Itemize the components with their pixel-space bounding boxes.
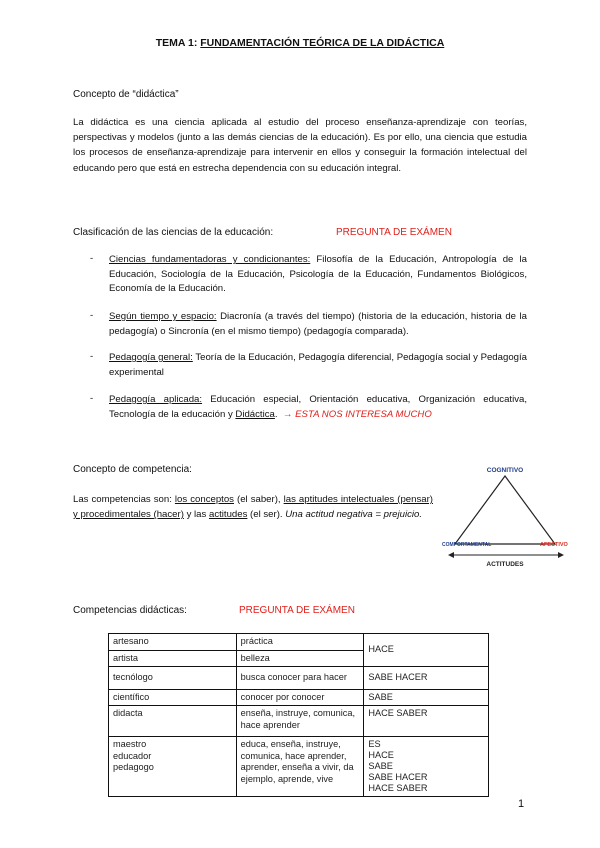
competencias-table (108, 633, 489, 797)
bullet-dash: - (90, 351, 94, 362)
item-term: Según tiempo y espacio: (109, 311, 217, 322)
list-item-pedagogia-general (109, 351, 527, 380)
page-title (0, 37, 600, 49)
table-cell: científico (109, 689, 237, 706)
competencia-actitudes: actitudes (208, 509, 248, 520)
item-text: Teoría de la Educación, Pedagogía diferencial, Pedagogía social y Pedagogía experimental (109, 352, 527, 378)
section-heading-clasificacion: Clasificación de las ciencias de la educación: (73, 227, 274, 238)
item-didactica: Didáctica (235, 408, 275, 420)
table-row (109, 737, 489, 797)
cell-line: ES (368, 739, 381, 749)
bullet-dash: - (90, 393, 94, 404)
cell-line: SABE (368, 761, 393, 771)
bullet-dash: - (90, 310, 94, 321)
list-item-fundamentadoras (109, 253, 527, 297)
item-text: Filosofía de la Educación, Antropología de la Educación, Sociología de la Educación, Psicología de la Educación, Fundamentos Biológicos, Economía de la Educación. (109, 254, 527, 295)
competencia-text: y las (183, 509, 209, 520)
list-item-tiempo-espacio (109, 310, 527, 339)
cell-line: pedagogo (113, 762, 154, 772)
cell-line: SABE HACER (368, 772, 428, 782)
paragraph-didactica: La didáctica es una ciencia aplicada al estudio del proceso enseñanza-aprendizaje con teorías, perspectivas y modelos (junto a las demás ciencias de la educación). Es por ello, una ciencia que estudia los procesos de enseñanza-aprendizaje para intervenir en ellos y conseguir la formación intelectual del educando pero que está en estrecha dependencia con su educación integral. (73, 117, 527, 174)
item-term: Pedagogía general: (109, 352, 193, 363)
exam-question-tag: PREGUNTA DE EXÁMEN (239, 605, 355, 616)
item-after: . (274, 408, 278, 420)
label-actitudes: ACTITUDES (486, 561, 524, 568)
attitudes-triangle-diagram (440, 462, 570, 574)
table-cell (109, 737, 237, 797)
table-cell: SABE (364, 689, 489, 706)
cell-line: maestro (113, 739, 147, 749)
table-row (109, 634, 489, 651)
item-text: Educación especial, Orientación educativa, Organización educativa, Tecnología de la educación y (109, 394, 528, 420)
label-cognitivo: COGNITIVO (486, 467, 524, 474)
label-comportamental: COMPORTAMENTAL (442, 542, 492, 548)
table-cell: SABE HACER (364, 667, 489, 690)
list-item-pedagogia-aplicada (109, 393, 527, 422)
competencias-intro: Las competencias son: (73, 494, 175, 505)
competencia-text: (el ser). (247, 509, 286, 520)
table-cell: tecnólogo (109, 667, 237, 690)
item-term: Ciencias fundamentadoras y condicionantes: (109, 254, 311, 265)
table-cell: artesano (109, 634, 237, 651)
paragraph-competencias (73, 492, 433, 522)
triangle-shape (455, 476, 555, 544)
arrow-right-icon (558, 552, 564, 558)
table-cell (364, 737, 489, 797)
table-cell: belleza (236, 650, 364, 667)
table-row (109, 706, 489, 737)
section-heading-competencias-didacticas: Competencias didácticas: (73, 605, 187, 616)
table-cell: didacta (109, 706, 237, 737)
label-afectivo: AFECTIVO (540, 542, 568, 548)
cell-line: HACE (368, 750, 394, 760)
cell-line: educador (113, 750, 152, 761)
table-cell: HACE (364, 634, 489, 667)
competencia-conceptos: los conceptos (174, 494, 234, 505)
table-cell: artista (109, 650, 237, 667)
table-cell: conocer por conocer (236, 689, 364, 706)
competencia-text: (el saber), (233, 494, 284, 505)
interest-note: → ESTA NOS INTERESA MUCHO (282, 408, 432, 420)
section-heading-competencia: Concepto de competencia: (73, 464, 192, 475)
item-text: Diacronía (a través del tiempo) (historia de la educación, historia de la pedagogía) o Sincronía (en el mismo tiempo) (pedagogía comparada). (109, 311, 527, 337)
table-cell: práctica (236, 634, 364, 651)
table-row (109, 689, 489, 706)
table-cell: HACE SABER (364, 706, 489, 737)
table-cell: educa, enseña, instruye, comunica, hace aprender, aprender, enseña a vivir, da ejemplo, aprende, vive (236, 737, 364, 797)
arrow-left-icon (448, 552, 454, 558)
table-row (109, 667, 489, 690)
cell-line: HACE SABER (368, 783, 428, 793)
item-term: Pedagogía aplicada: (109, 394, 203, 405)
section-heading-didactica: Concepto de “didáctica” (73, 89, 179, 100)
table-cell: busca conocer para hacer (236, 667, 364, 690)
bullet-dash: - (90, 253, 94, 264)
exam-question-tag: PREGUNTA DE EXÁMEN (336, 227, 452, 238)
page-number: 1 (518, 798, 525, 810)
title-text: FUNDAMENTACIÓN TEÓRICA DE LA DIDÁCTICA (200, 37, 445, 49)
title-prefix: TEMA 1: (155, 37, 198, 49)
competencia-aptitudes: las aptitudes intelectuales (pensar) y procedimentales (hacer) (73, 494, 433, 520)
prejuicio-note: Una actitud negativa = prejuicio. (285, 509, 423, 520)
table-cell: enseña, instruye, comunica, hace aprender (236, 706, 364, 737)
